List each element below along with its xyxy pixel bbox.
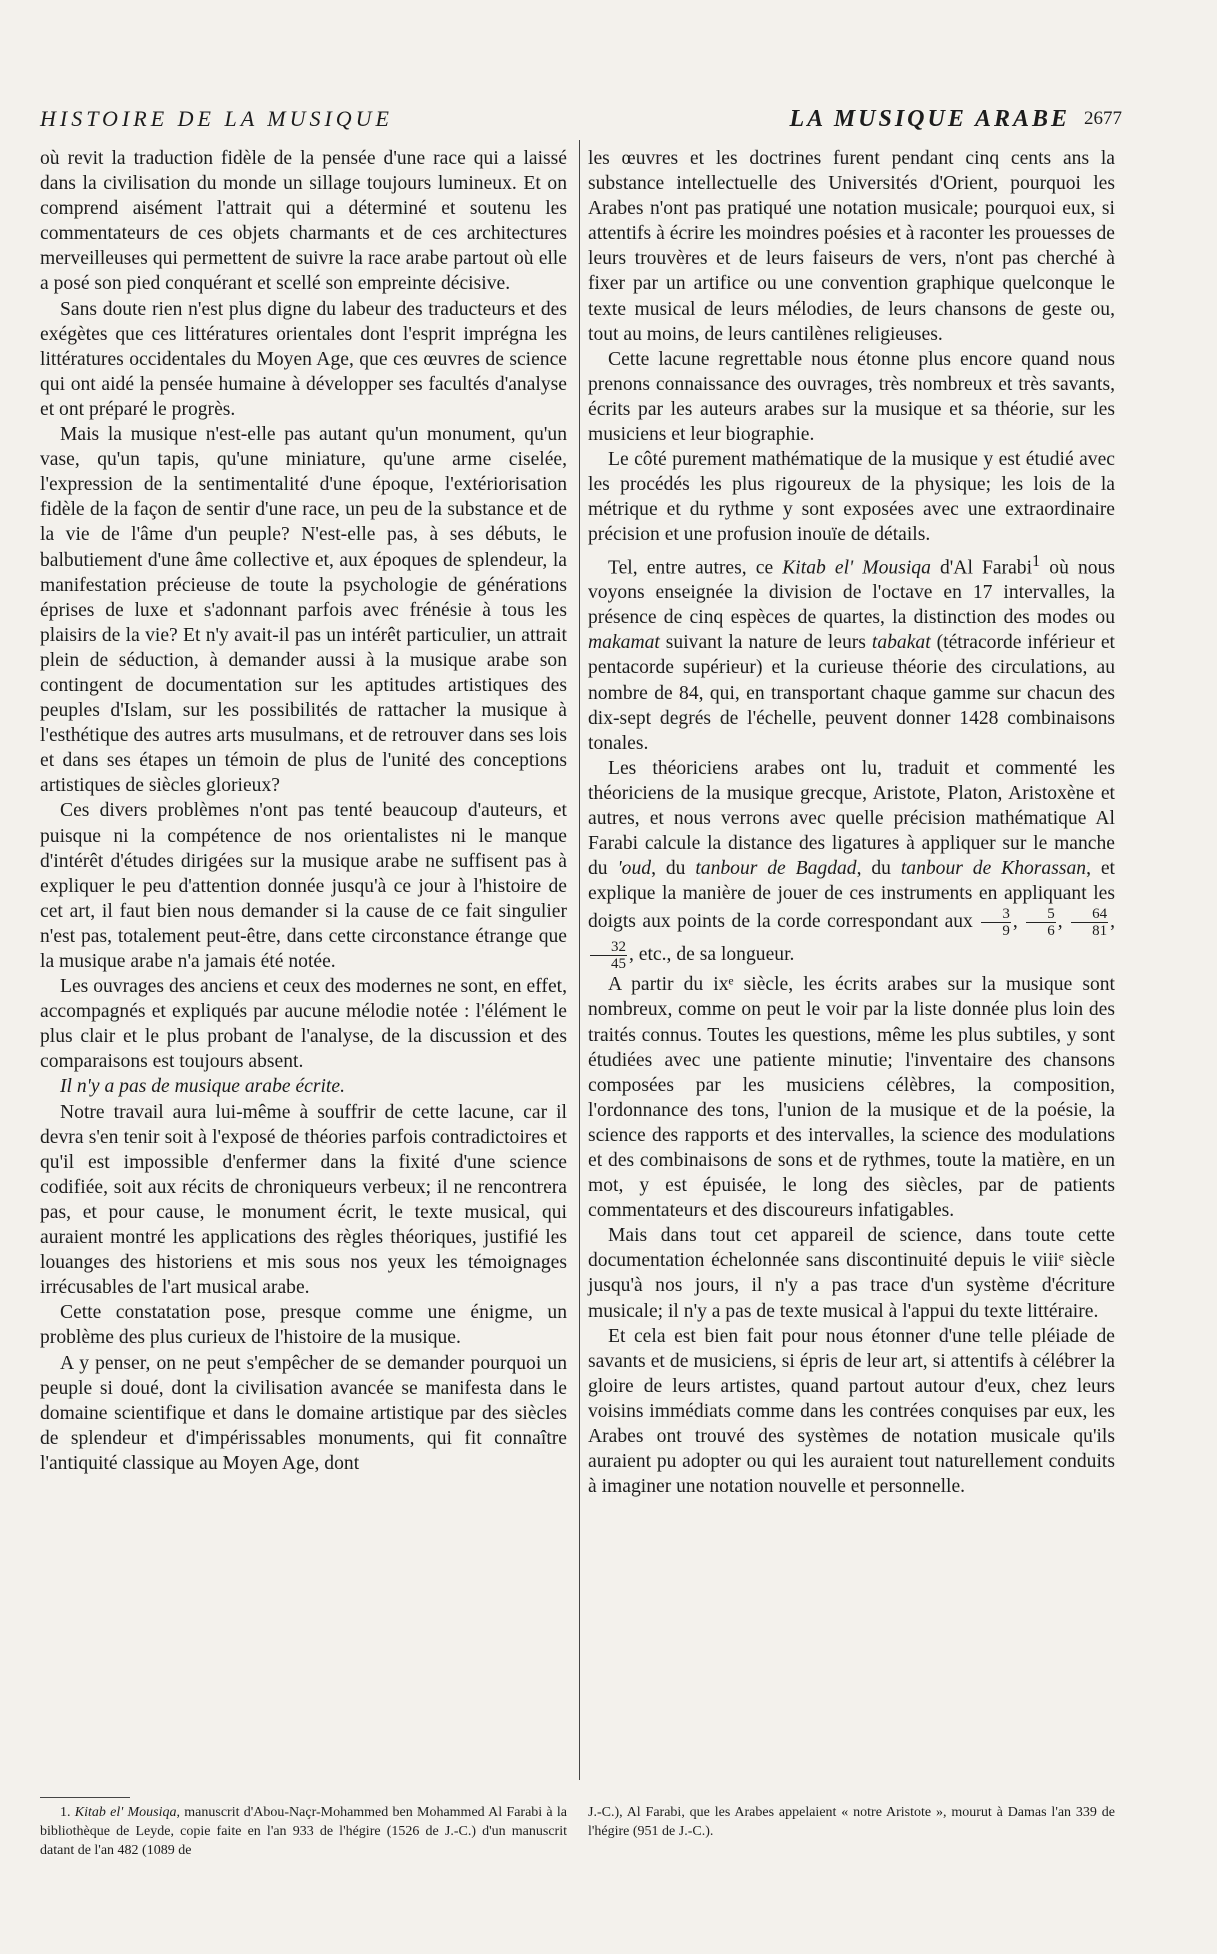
right-column bbox=[588, 146, 1115, 1499]
running-header bbox=[40, 106, 1122, 132]
paragraph: Notre travail aura lui-même à souffrir de cette lacune, car il devra s'en tenir soit à l'exposé de théories parfois contradictoires et qu'il est impossible d'enfermer dans la fixité d'une science codifiée, soit aux récits de chroniqueurs verbeux; il ne rencontrera pas, et pour cause, le monument écrit, le texte musical, qui auraient montré les applications des règles théoriques, justifié les louanges des historiens et mis sous nos yeux les témoignages irrécusables de l'art musical arabe. bbox=[40, 1101, 567, 1299]
farabi-paragraph: Tel, entre autres, ce Kitab el' Mousiqa d'Al Farabi$^1$ où nous voyons enseignée la division de l'octave en 17 intervalles, la présence de cinq espèces de quartes, la distinction des modes ou makamat suivant la nature de leurs tabakat (tétracorde inférieur et pentacorde supérieur) et la curieuse théorie des circulations, au nombre de 84, qui, en transportant chaque gamme sur chacun des dix-sept degrés de l'échelle, peuvent donner 1428 combinaisons tonales. bbox=[588, 550, 1115, 754]
paragraph: A y penser, on ne peut s'empêcher de se demander pourquoi un peuple si doué, dont la civilisation avancée se manifesta dans le domaine scientifique et dans le domaine artistique par des siècles de splendeur et d'impérissables monuments, qui fit connaître l'antiquité classique au Moyen Age, dont bbox=[40, 1352, 567, 1474]
footnote-continuation: J.-C.), Al Farabi, que les Arabes appelaient « notre Aristote », mourut à Damas l'an 339 de l'hégire (951 de J.-C.). bbox=[588, 1805, 1115, 1839]
footnote-right bbox=[588, 1803, 1115, 1841]
page-number: 2677 bbox=[1084, 108, 1122, 129]
footnote-left bbox=[40, 1803, 567, 1860]
fraction-64-81: $\frac{64}{81}$ bbox=[1071, 906, 1108, 939]
left-column-paragraphs bbox=[40, 146, 567, 1476]
paragraph: Ces divers problèmes n'ont pas tenté beaucoup d'auteurs, et puisque ni la compétence de nos orientalistes ni le manque d'intérêt d'études dirigées sur la musique arabe ne suffisent pas à expliquer le peu d'attention donnée jusqu'à ce jour à l'histoire de cet art, il faut bien nous demander si la cause de ce fait singulier n'est pas, totalement peut-être, dans cette circonstance étrange que la musique arabe n'a jamais été notée. bbox=[40, 800, 567, 972]
paragraph: Et cela est bien fait pour nous étonner d'une telle pléiade de savants et de musiciens, si épris de leur art, si attentifs à célébrer la gloire de leurs artistes, quand partout autour d'eux, chez leurs voisins immédiats comme dans les contrées conquises par eux, les Arabes ont trouvé des systèmes de notation musicale qu'ils auraient pu adopter ou qui les auraient tout naturellement conduits à imaginer une notation nouvelle et personnelle. bbox=[588, 1325, 1115, 1498]
paragraph: où revit la traduction fidèle de la pensée d'une race qui a laissé dans la civilisation du monde un sillage toujours lumineux. Et on comprend aisément l'attrait qui a déterminé et soutenu les commentateurs de ces objets charmants et de ces architectures merveilleuses qui permettent de suivre la race arabe partout où elle a posé son pied conquérant et scellé son empreinte décisive. bbox=[40, 148, 567, 295]
header-left-title: HISTOIRE DE LA MUSIQUE bbox=[40, 106, 393, 131]
paragraph: Les ouvrages des anciens et ceux des modernes ne sont, en effet, accompagnés et expliqués par aucune mélodie notée : l'élément le plus clair et le plus probant de l'analyse, de la discussion et des comparaisons est toujours absent. bbox=[40, 976, 567, 1073]
header-right-title: LA MUSIQUE ARABE bbox=[789, 106, 1070, 132]
paragraph: Mais la musique n'est-elle pas autant qu'un monument, qu'un vase, qu'un tapis, qu'une miniature, qu'une arme ciselée, l'expression de la sentimentalité d'une époque, l'extériorisation fidèle de la façon de sentir d'une race, un peu de la substance et de la vie de l'âme d'un peuple? N'est-elle pas, à ses débuts, le balbutiement d'une âme collective et, aux époques de splendeur, la manifestation précieuse de toute la psychologie de générations éprises de luxe et s'adonnant parfois avec frénésie à tous les plaisirs de la vie? Et n'y avait-il pas un intérêt particulier, un attrait plein de séduction, à demander aussi à la musique arabe son contingent de documentation sur les aptitudes artistiques des peuples d'Islam, sur les possibilités de rattacher la musique à l'esthétique des autres arts musulmans, et de retrouver dans ses lois et dans ses étapes un témoin de plus de l'unité des conceptions artistiques de siècles glorieux? bbox=[40, 424, 567, 797]
paragraph: Sans doute rien n'est plus digne du labeur des traducteurs et des exégètes que ces littératures orientales dont l'esprit imprégna les littératures occidentales du Moyen Age, que ces œuvres de science qui ont aidé la pensée humaine à développer ses facultés d'analyse et ont préparé le progrès. bbox=[40, 298, 567, 420]
fraction-5-6: $\frac{5}{6}$ bbox=[1026, 906, 1056, 939]
paragraph: Mais dans tout cet appareil de science, dans toute cette documentation échelonnée sans discontinuité depuis le viiiᵉ siècle jusqu'à nos jours, il n'y a pas trace d'un système d'écriture musicale; il n'y a pas de texte musical à l'appui du texte littéraire. bbox=[588, 1225, 1115, 1322]
column-divider bbox=[579, 140, 580, 1780]
fraction-32-45: $\frac{32}{45}$ bbox=[590, 939, 627, 972]
right-column-paragraphs-b bbox=[588, 972, 1115, 1499]
left-column bbox=[40, 146, 567, 1476]
paragraph: Le côté purement mathématique de la musique y est étudié avec les procédés les plus rigoureux de la physique; les lois de la métrique et du rythme y sont exposées avec une extraordinaire précision et une profusion inouïe de détails. bbox=[588, 449, 1115, 546]
footnote-number: 1. bbox=[60, 1805, 71, 1820]
theory-paragraph: Les théoriciens arabes ont lu, traduit et commenté les théoriciens de la musique grecque, Aristote, Platon, Aristoxène et autres, et nous verrons avec quelle précision mathématique Al Farabi calcule la distance des ligatures à appliquer sur le manche du 'oud, du tanbour de Bagdad, du tanbour de Khorassan, et explique la manière de jouer de ces instruments en appliquant les doigts aux points de la corde correspondant aux $\frac{3}{9}$ , $\frac{5}{6}$ , $\frac{64}{81}$ , $\frac{32}{45}$ , etc., de sa longueur. bbox=[588, 757, 1115, 973]
footnote-title: Kitab el' Mousiqa bbox=[74, 1805, 177, 1820]
fraction-3-9: $\frac{3}{9}$ bbox=[981, 906, 1011, 939]
paragraph: Il n'y a pas de musique arabe écrite. bbox=[60, 1076, 345, 1098]
paragraph: A partir du ixᵉ siècle, les écrits arabes sur la musique sont nombreux, comme on peut le voir par la liste donnée plus loin des traités connus. Toutes les questions, même les plus subtiles, y sont étudiées avec une patiente minutie; l'inventaire des chansons composées par les musiciens célèbres, la composition, l'ordonnance des tons, l'union de la musique et de la poésie, la science des rapports et des intervalles, la science des modulations et des combinaisons de sons et de rythmes, toute la matière, en un mot, y est épuisée, le long des siècles, par de patients commentateurs et des discoureurs infatigables. bbox=[588, 974, 1115, 1222]
footnote-rule-left bbox=[40, 1797, 130, 1798]
right-column-paragraphs-a bbox=[588, 146, 1115, 548]
paragraph: Cette constatation pose, presque comme une énigme, un problème des plus curieux de l'histoire de la musique. bbox=[40, 1302, 567, 1349]
footnote-text: , manuscrit d'Abou-Naçr-Mohammed ben Mohammed Al Farabi à la bibliothèque de Leyde, copie faite en l'an 933 de l'hégire (1526 de J.-C.) d'un manuscrit datant de l'an 482 (1089 de bbox=[40, 1805, 568, 1858]
paragraph: Cette lacune regrettable nous étonne plus encore quand nous prenons connaissance des ouvrages, très nombreux et très savants, écrits par les auteurs arabes sur la musique et sa théorie, sur les musiciens et leur biographie. bbox=[588, 348, 1115, 446]
paragraph: les œuvres et les doctrines furent pendant cinq cents ans la substance intellectuelle des Universités d'Orient, pourquoi les Arabes n'ont pas pratiqué une notation musicale; pourquoi eux, si attentifs à écrire les moindres poésies et à raconter les prouesses de leurs trouvères et de leurs faiseurs de vers, n'ont pas cherché à fixer par un artifice ou une convention graphique quelconque le texte musical de leurs mélodies, de leurs chansons de geste ou, tout au moins, de leurs cantilènes religieuses. bbox=[588, 148, 1115, 345]
